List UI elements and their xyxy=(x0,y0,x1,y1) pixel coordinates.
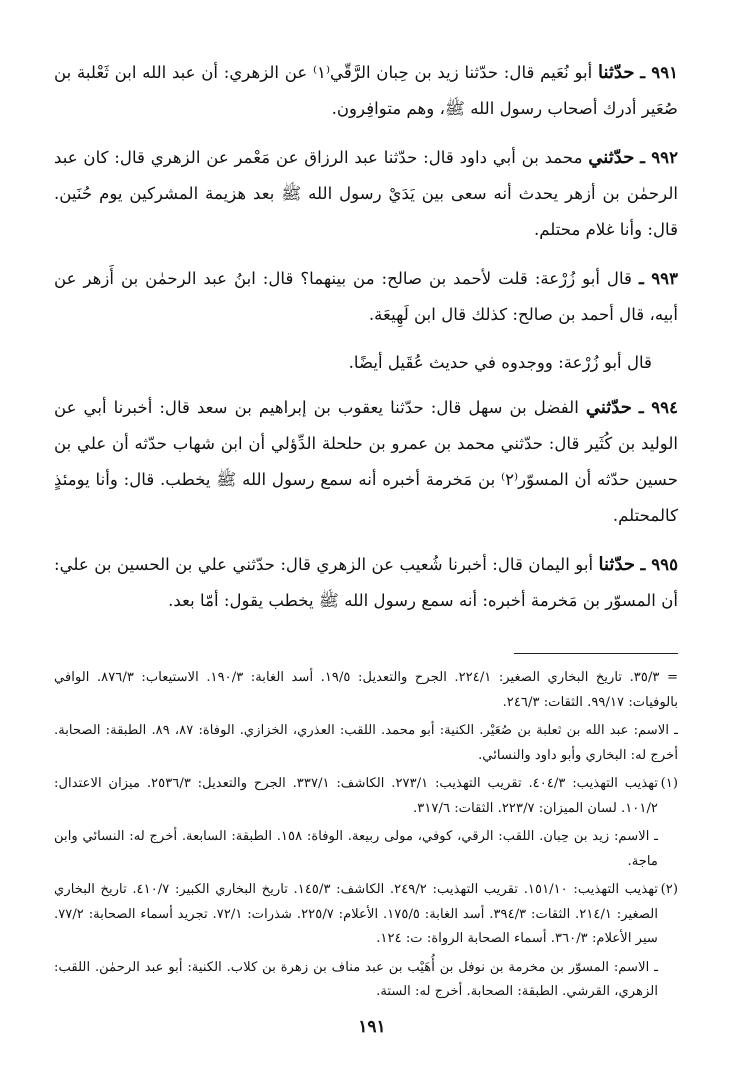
hadith-number: ٩٩٥ ـ xyxy=(640,554,679,574)
hadith-number: ٩٩١ ـ xyxy=(640,62,679,82)
hadith-text: أبو نُعَيم قال: حدّثنا زيد بن حِبان الرَّقّي⁽١⁾ عن الزهري: أن عبد الله ابن ثَعْلبة بن صُعَير أدرك أصحاب رسول الله ﷺ، وهم متوافِرون. xyxy=(54,63,678,118)
hadith-text: الفضل بن سهل قال: حدّثنا يعقوب بن إبراهيم بن سعد قال: أخبرنا أبي عن الوليد بن كُثَير قال: حدّثني محمد بن عمرو بن حلحلة الدِّؤلي أن ابن شهاب حدّثه أن علي بن حسين حدّثه أن المسوّر⁽٢⁾ بن مَخرمة أخبره أنه سمع رسول الله ﷺ يخطب. قال: وأنا يومئذٍ كالمحتلم. xyxy=(54,398,678,525)
main-text xyxy=(54,54,678,619)
footnote-continuation: = ٣٥/٣. تاريخ البخاري الصغير: ٢٢٤/١. الجرح والتعديل: ١٩/٥. أسد الغابة: ١٩٠/٣. الاستيعاب: ٨٧٦/٣. الوافي بالوفيات: ٩٩/١٧. الثقات: ٢٤٦/٣. xyxy=(54,670,679,710)
hadith-995 xyxy=(54,546,678,619)
hadith-text: أبو اليمان قال: أخبرنا شُعيب عن الزهري قال: حدّثني علي بن الحسين بن علي: أن المسوّر بن مَخرمة أخبره: أنه سمع رسول الله ﷺ يخطب يقول: أمّا بعد. xyxy=(54,555,678,610)
hadith-994 xyxy=(54,389,678,534)
hadith-keyword: حدّثنا xyxy=(598,62,635,83)
hadith-number: ٩٩٤ ـ xyxy=(638,397,678,417)
footnote-marker: (١) xyxy=(660,776,678,791)
page-number: ١٩١ xyxy=(358,1017,386,1037)
hadith-keyword: حدّثني xyxy=(585,397,632,418)
footnotes xyxy=(54,666,678,1009)
hadith-number: ٩٩٣ ـ xyxy=(638,268,678,288)
footnote-1 xyxy=(54,772,678,878)
footnote-continuation-name: ـ الاسم: عبد الله بن ثعلبة بن صُعَيْر. الكنية: أبو محمد. اللقب: العذري، الخزازي. الوفاة: ٨٧، ٨٩. الطبقة: الصحابة. أخرج له: البخاري وأبو داود والنسائي. xyxy=(54,723,678,763)
hadith-992 xyxy=(54,139,678,248)
hadith-text: محمد بن أبي داود قال: حدّثنا عبد الرزاق عن مَعْمر عن الزهري قال: كان عبد الرحمٰن بن أزهر يحدث أنه سعى بين يَدَيْ رسول الله ﷺ بعد هزيمة المشركين يوم حُنَين. قال: وأنا غلام محتلم. xyxy=(54,148,678,239)
footnote-2-name: ـ الاسم: المسوّر بن مخرمة بن نوفل بن أُهَيْب بن عبد مناف بن زهرة بن كلاب. الكنية: أبو عبد الرحمٰن. اللقب: الزهري، القرشي. الطبقة: الصحابة. أخرج له: الستة. xyxy=(54,959,658,999)
hadith-text: قال أبو زُرْعة: ووجدوه في حديث عُقَيل أيضًا. xyxy=(348,353,652,372)
hadith-993 xyxy=(54,260,678,333)
footnote-marker: (٢) xyxy=(660,882,678,897)
hadith-keyword: حدّثني xyxy=(588,147,635,168)
footnote-1-sources: تهذيب التهذيب: ٤٠٤/٣. تقريب التهذيب: ٢٧٣/١. الكاشف: ٣٣٧/١. الجرح والتعديل: ٢٥٣٦/٣. ميزان الاعتدال: ١٠١/٢. لسان الميزان: ٢٢٣/٧. الثقات: ٣١٧/٦. xyxy=(54,776,659,816)
footnote-1-name: ـ الاسم: زيد بن حِبان. اللقب: الرقي، كوفي، مولى ربيعة. الوفاة: ١٥٨. الطبقة: السابعة. أخرج له: النسائي وابن ماجة. xyxy=(54,829,659,869)
footnote-2-sources: تهذيب التهذيب: ١٥١/١٠. تقريب التهذيب: ٢٤٩/٢. الكاشف: ١٤٥/٣. تاريخ البخاري الكبير: ٤١٠/٧. تاريخ البخاري الصغير: ٢١٤/١. الثقات: ٣٩٤/٣. أسد الغابة: ١٧٥/٥. الأعلام: ٢٢٥/٧. شذرات: ٧٢/١. تجريد أسماء الصحابة: ٧٧/٢. سير الأعلام: ٣٦٠/٣. أسماء الصحابة الرواة: ت: ١٢٤. xyxy=(54,882,659,946)
footnote-separator xyxy=(514,653,678,654)
footnote-2 xyxy=(54,878,678,1009)
hadith-keyword: حدّثنا xyxy=(598,554,636,575)
hadith-number: ٩٩٢ ـ xyxy=(640,147,678,167)
hadith-text: قال أبو زُرْعة: قلت لأحمد بن صالح: من بينهما؟ قال: ابنُ عبد الرحمٰن بن أَزهر عن أبيه، قال أحمد بن صالح: كذلك قال ابن لَهِيعَة. xyxy=(54,269,678,324)
hadith-993-addendum xyxy=(54,345,678,381)
hadith-991 xyxy=(54,54,678,127)
